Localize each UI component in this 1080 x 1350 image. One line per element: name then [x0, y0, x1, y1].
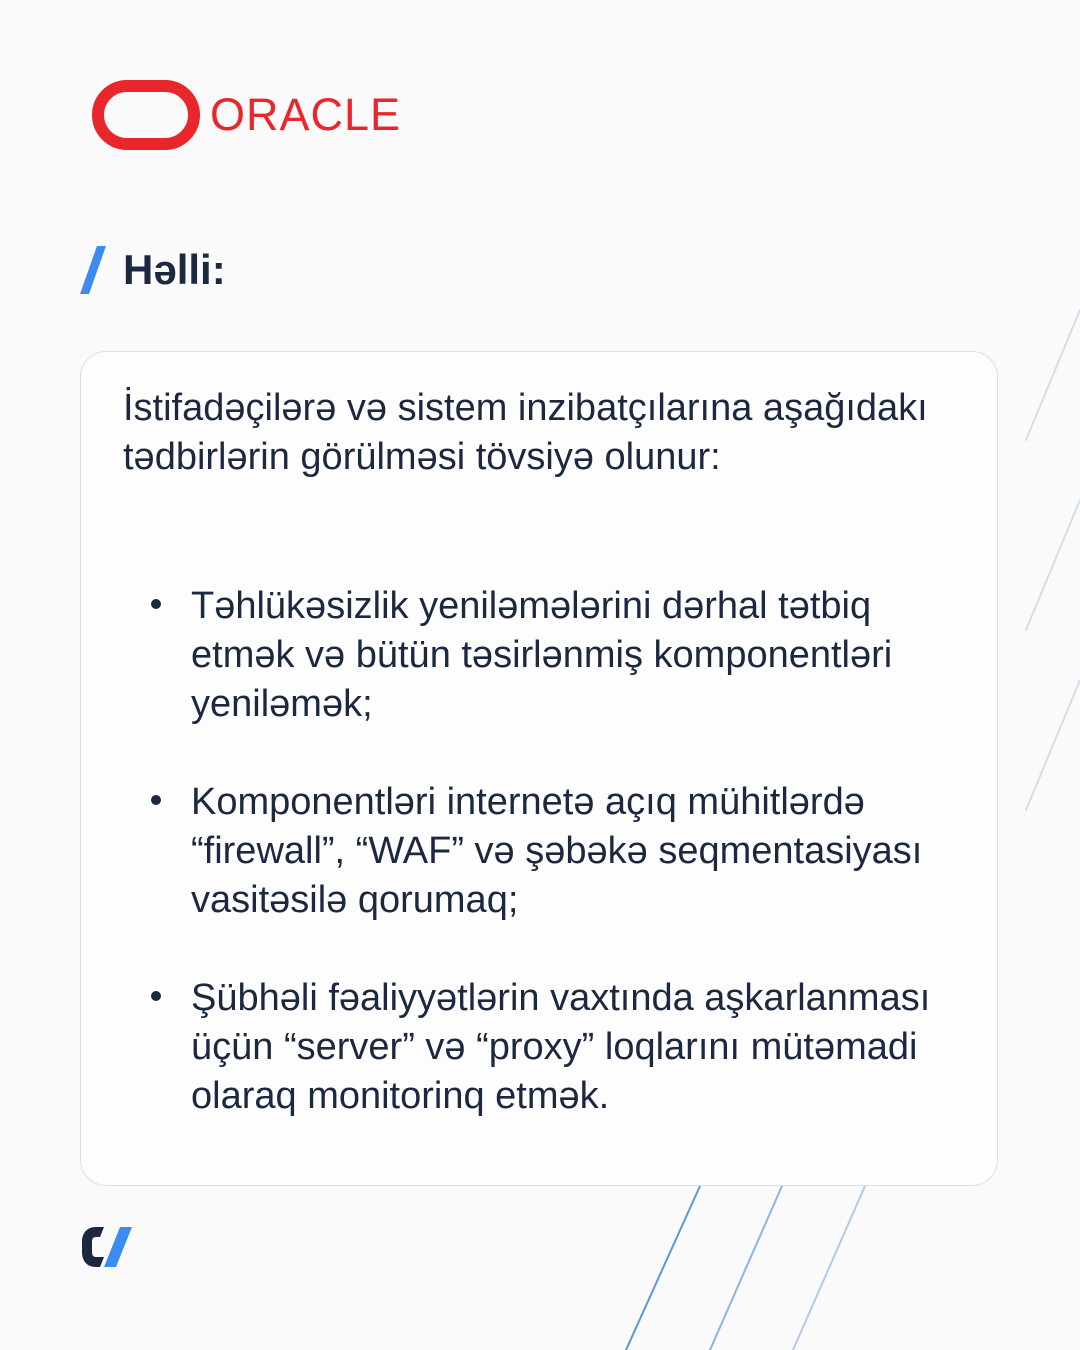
list-item-text: Təhlükəsizlik yeniləmələrini dərhal tətbiq etmək və bütün təsirlənmiş komponentləri yeniləmək; [191, 585, 893, 725]
logo-text: ORACLE [210, 89, 402, 140]
oracle-ring-icon [92, 80, 202, 150]
list-item-text: Şübhəli fəaliyyətlərin vaxtında aşkarlanması üçün “server” və “proxy” loqlarını mütəmadi olaraq monitorinq etmək. [191, 977, 931, 1117]
bullet-icon [151, 795, 161, 805]
company-logo-icon [80, 1224, 136, 1270]
recommendation-list [81, 582, 981, 1170]
bullet-icon [151, 599, 161, 609]
list-item [81, 778, 981, 925]
list-item-text: Komponentləri internetə açıq mühitlərdə “firewall”, “WAF” və şəbəkə seqmentasiyası vasitəsilə qorumaq; [191, 781, 923, 921]
list-item [81, 582, 981, 729]
oracle-logo [92, 80, 432, 150]
slash-accent-icon [80, 246, 106, 294]
bullet-icon [151, 991, 161, 1001]
page-title: Həlli: [123, 246, 226, 293]
content-card [80, 351, 998, 1186]
list-item [81, 974, 981, 1121]
intro-text: İstifadəçilərə və sistem inzibatçılarına aşağıdakı tədbirlərin görülməsi tövsiyə olunur: [123, 387, 928, 478]
